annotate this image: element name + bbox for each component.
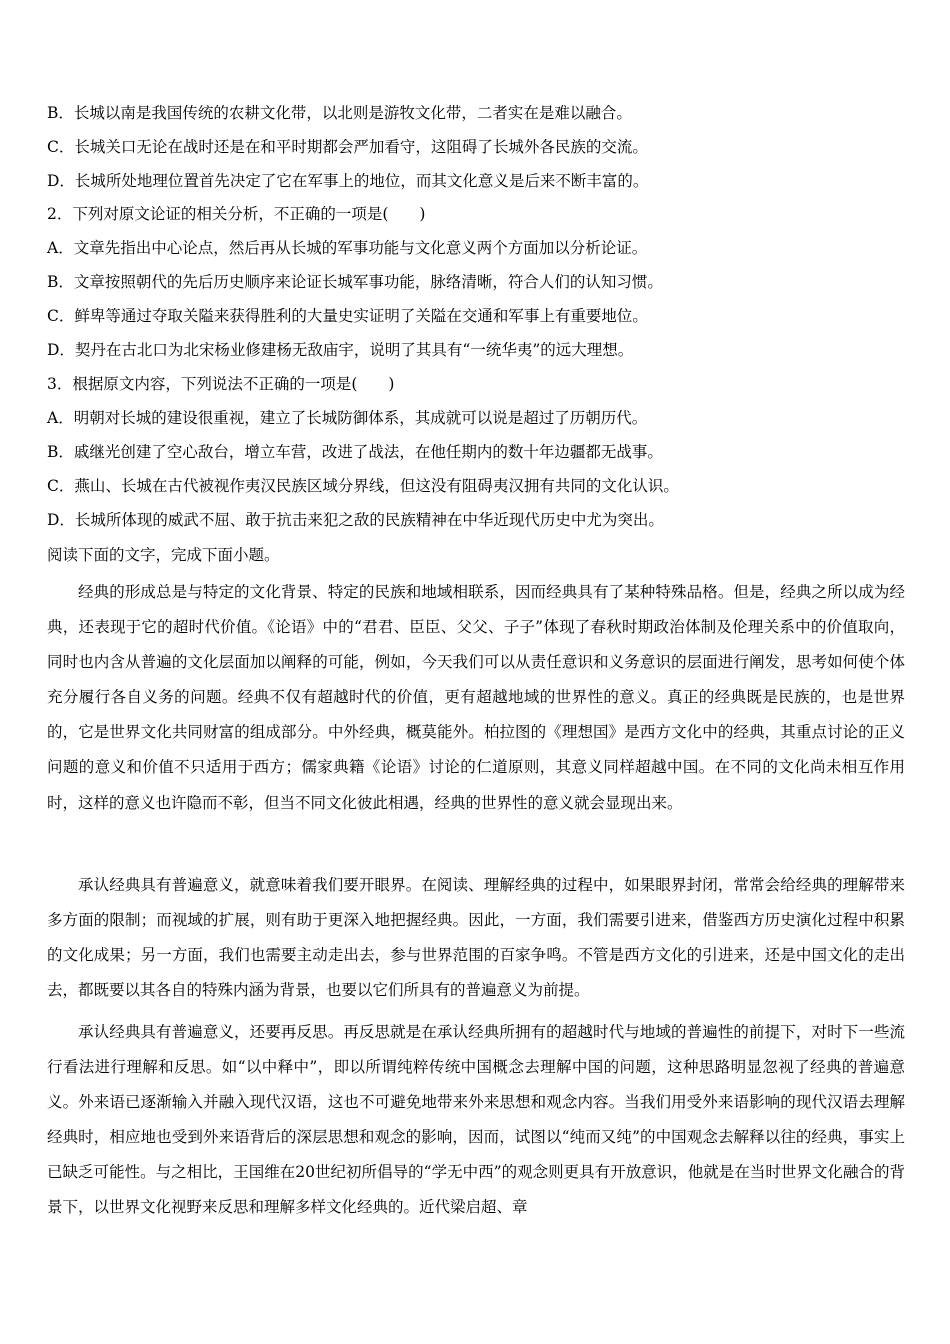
passage-paragraph-3: 承认经典具有普遍意义，还要再反思。再反思就是在承认经典所拥有的超越时代与地域的普遍性的前提下，对时下一些流行看法进行理解和反思。如“以中释中”，即以所谓纯粹传统中国概念去理解中国的问题，这种思路明显忽视了经典的普遍意义。外来语已逐渐输入并融入现代汉语，这也不可避免地带来外来思想和观念内容。当我们用受外来语影响的现代汉语去理解经典时，相应地也受到外来语背后的深层思想和观念的影响，因而，试图以“纯而又纯”的中国观念去解释以往的经典，事实上已缺乏可能性。与之相比，王国维在20世纪初所倡导的“学无中西”的观念则更具有开放意识，他就是在当时世界文化融合的背景下，以世界文化视野来反思和理解多样文化经典的。近代梁启超、章 [47,1023,905,1217]
question-option: B．戚继光创建了空心敌台，增立车营，改进了战法，在他任期内的数十年边疆都无战事。 [47,443,663,461]
question-option: A．明朝对长城的建设很重视，建立了长城防御体系，其成就可以说是超过了历朝历代。 [47,409,648,427]
question-option: C．燕山、长城在古代被视作夷汉民族区域分界线，但这没有阻碍夷汉拥有共同的文化认识。 [47,477,679,495]
question-stem: 3．根据原文内容，下列说法不正确的一项是( ) [47,375,395,393]
question-option: B．长城以南是我国传统的农耕文化带，以北则是游牧文化带，二者实在是难以融合。 [47,104,632,122]
question-option: A．文章先指出中心论点，然后再从长城的军事功能与文化意义两个方面加以分析论证。 [47,239,648,257]
question-option: D．长城所处地理位置首先决定了它在军事上的地位，而其文化意义是后来不断丰富的。 [47,172,649,190]
passage-paragraph-1: 经典的形成总是与特定的文化背景、特定的民族和地域相联系，因而经典具有了某种特殊品格。但是，经典之所以成为经典，还表现于它的超时代价值。《论语》中的“君君、臣臣、父父、子子”体现了春秋时期政治体制及伦理关系中的价值取向，同时也内含从普遍的文化层面加以阐释的可能，例如，今天我们可以从责任意识和义务意识的层面进行阐发，思考如何使个体充分履行各自义务的问题。经典不仅有超越时代的价值，更有超越地域的世界性的意义。真正的经典既是民族的，也是世界的，它是世界文化共同财富的组成部分。中外经典，概莫能外。柏拉图的《理想国》是西方文化中的经典，其重点讨论的正义问题的意义和价值不只适用于西方；儒家典籍《论语》讨论的仁道原则，其意义同样超越中国。在不同的文化尚未相互作用时，这样的意义也许隐而不彰，但当不同文化彼此相遇，经典的世界性的意义就会显现出来。 [47,583,905,812]
question-option: B．文章按照朝代的先后历史顺序来论证长城军事功能，脉络清晰，符合人们的认知习惯。 [47,273,663,291]
passage-paragraph-2: 承认经典具有普遍意义，就意味着我们要开眼界。在阅读、理解经典的过程中，如果眼界封闭，常常会给经典的理解带来多方面的限制；而视域的扩展，则有助于更深入地把握经典。因此，一方面，我们需要引进来，借鉴西方历史演化过程中积累的文化成果；另一方面，我们也需要主动走出去，参与世界范围的百家争鸣。不管是西方文化的引进来，还是中国文化的走出去，都既要以其各自的特殊内涵为背景，也要以它们所具有的普遍意义为前提。 [47,876,905,1000]
question-option: C．鲜卑等通过夺取关隘来获得胜利的大量史实证明了关隘在交通和军事上有重要地位。 [47,307,648,325]
reading-instruction: 阅读下面的文字，完成下面小题。 [47,546,280,564]
question-option: C．长城关口无论在战时还是在和平时期都会严加看守，这阻碍了长城外各民族的交流。 [47,138,648,156]
question-option: D．长城所体现的威武不屈、敢于抗击来犯之敌的民族精神在中华近现代历史中尤为突出。 [47,511,664,529]
question-stem: 2．下列对原文论证的相关分析，不正确的一项是( ) [47,205,426,223]
question-option: D．契丹在古北口为北宋杨业修建杨无敌庙宇，说明了其具有“一统华夷”的远大理想。 [47,341,634,359]
